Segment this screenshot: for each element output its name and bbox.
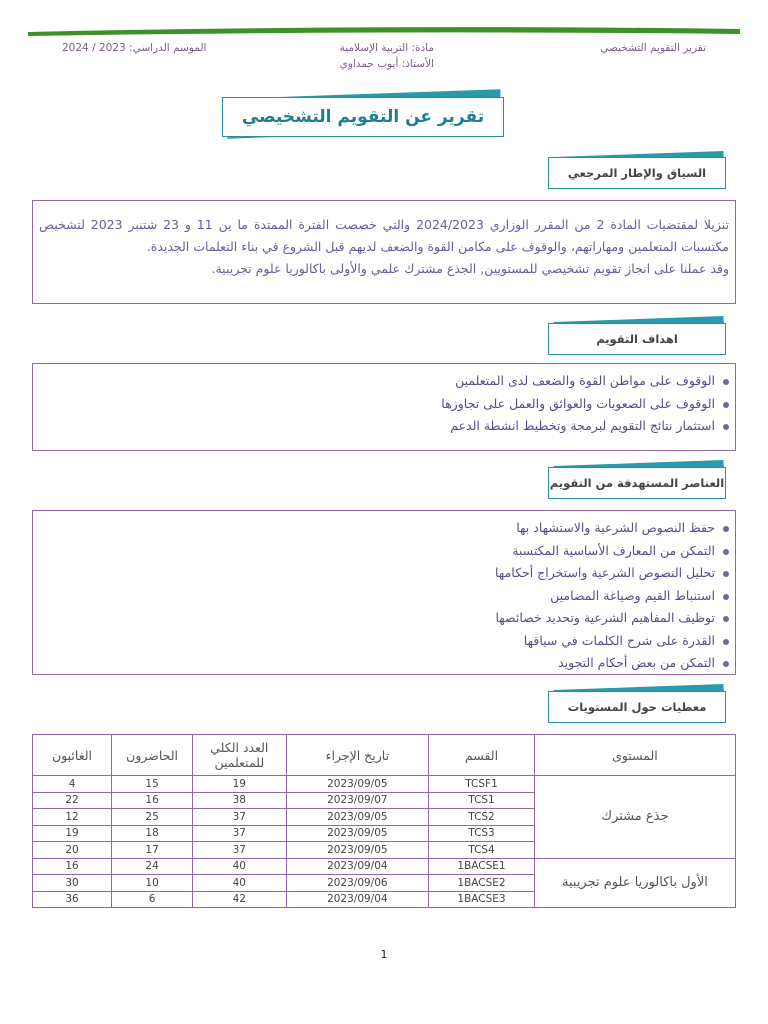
class-cell: TCS3 bbox=[429, 825, 535, 842]
table-row bbox=[33, 776, 736, 793]
header-season: الموسم الدراسي: 2023 / 2024 bbox=[62, 42, 207, 54]
list-item: استثمار نتائج التقويم لبرمجة وتخطيط انشطة الدعم bbox=[33, 415, 729, 438]
absent-cell: 30 bbox=[33, 875, 112, 892]
column-header-total: العدد الكلي للمتعلمين bbox=[193, 735, 286, 776]
total-cell: 42 bbox=[193, 891, 286, 908]
date-cell: 2023/09/05 bbox=[286, 776, 429, 793]
context-paragraph-2: وقد عملنا على انجاز تقويم تشخيصي للمستويين, الجذع مشترك علمي والأولى باكالوريا علوم تجريبية. bbox=[211, 261, 729, 276]
page-number: 1 bbox=[380, 948, 388, 961]
total-cell: 38 bbox=[193, 792, 286, 809]
total-cell: 19 bbox=[193, 776, 286, 793]
section-heading-context: السياق والإطار المرجعي bbox=[548, 157, 726, 189]
table-header-row bbox=[33, 735, 736, 776]
class-cell: TCSF1 bbox=[429, 776, 535, 793]
present-cell: 6 bbox=[112, 891, 193, 908]
context-paragraph-1: تنزيلا لمقتضيات المادة 2 من المقرر الوزاري 2024/2023 والتي خصصت الفترة الممتدة ما ين 11 و 23 شتنبر 2023 لتشخيص مكتسبات المتعلمين ومهاراتهم، والوقوف على مكامن القوة والضعف لديهم قبل الشروع في بناء التعلمات الجديدة. bbox=[39, 217, 729, 254]
column-header-absent: الغائبون bbox=[33, 735, 112, 776]
section-heading-elements: العناصر المستهدفة من التقويم bbox=[548, 467, 726, 499]
list-item: القدرة على شرح الكلمات في سياقها bbox=[33, 630, 729, 653]
column-header-date: تاريخ الإجراء bbox=[286, 735, 429, 776]
class-cell: TCS4 bbox=[429, 842, 535, 859]
class-cell: 1BACSE2 bbox=[429, 875, 535, 892]
list-item: الوقوف على الصعوبات والعوائق والعمل على تجاوزها bbox=[33, 393, 729, 416]
date-cell: 2023/09/07 bbox=[286, 792, 429, 809]
present-cell: 16 bbox=[112, 792, 193, 809]
present-cell: 10 bbox=[112, 875, 193, 892]
header-teacher: الأستاذ: أيوب حمداوي bbox=[339, 58, 434, 70]
level-name-cell: الأول باكالوريا علوم تجريبية bbox=[534, 858, 735, 908]
column-header-present: الحاضرون bbox=[112, 735, 193, 776]
list-item: حفظ النصوص الشرعية والاستشهاد بها bbox=[33, 517, 729, 540]
column-header-class: القسم bbox=[429, 735, 535, 776]
list-item: التمكن من المعارف الأساسية المكتسبة bbox=[33, 540, 729, 563]
context-box bbox=[32, 200, 736, 304]
list-item: توظيف المفاهيم الشرعية وتحديد خصائصها bbox=[33, 607, 729, 630]
present-cell: 18 bbox=[112, 825, 193, 842]
header-report-name: تقرير التقويم التشخيصي bbox=[600, 42, 706, 54]
goals-list bbox=[33, 364, 735, 438]
page-title: تقرير عن التقويم التشخيصي bbox=[222, 97, 504, 137]
total-cell: 40 bbox=[193, 858, 286, 875]
date-cell: 2023/09/04 bbox=[286, 858, 429, 875]
present-cell: 24 bbox=[112, 858, 193, 875]
present-cell: 15 bbox=[112, 776, 193, 793]
total-cell: 37 bbox=[193, 825, 286, 842]
date-cell: 2023/09/05 bbox=[286, 825, 429, 842]
class-cell: 1BACSE3 bbox=[429, 891, 535, 908]
context-text bbox=[33, 201, 735, 280]
present-cell: 17 bbox=[112, 842, 193, 859]
top-decorative-bar bbox=[28, 26, 740, 36]
absent-cell: 36 bbox=[33, 891, 112, 908]
class-cell: 1BACSE1 bbox=[429, 858, 535, 875]
date-cell: 2023/09/05 bbox=[286, 809, 429, 826]
level-name-cell: جذع مشترك bbox=[534, 776, 735, 859]
column-header-level: المستوى bbox=[534, 735, 735, 776]
absent-cell: 19 bbox=[33, 825, 112, 842]
absent-cell: 20 bbox=[33, 842, 112, 859]
absent-cell: 12 bbox=[33, 809, 112, 826]
list-item: التمكن من بعض أحكام التجويد bbox=[33, 652, 729, 675]
levels-table bbox=[32, 734, 736, 908]
list-item: تحليل النصوص الشرعية واستخراج أحكامها bbox=[33, 562, 729, 585]
absent-cell: 4 bbox=[33, 776, 112, 793]
total-cell: 37 bbox=[193, 809, 286, 826]
elements-list bbox=[33, 511, 735, 675]
total-cell: 40 bbox=[193, 875, 286, 892]
list-item: استنباط القيم وصياغة المضامين bbox=[33, 585, 729, 608]
class-cell: TCS2 bbox=[429, 809, 535, 826]
date-cell: 2023/09/06 bbox=[286, 875, 429, 892]
present-cell: 25 bbox=[112, 809, 193, 826]
absent-cell: 16 bbox=[33, 858, 112, 875]
class-cell: TCS1 bbox=[429, 792, 535, 809]
elements-box bbox=[32, 510, 736, 675]
table-row bbox=[33, 858, 736, 875]
section-heading-goals: اهداف التقويم bbox=[548, 323, 726, 355]
date-cell: 2023/09/05 bbox=[286, 842, 429, 859]
absent-cell: 22 bbox=[33, 792, 112, 809]
list-item: الوقوف على مواطن القوة والضعف لدى المتعلمين bbox=[33, 370, 729, 393]
total-cell: 37 bbox=[193, 842, 286, 859]
header-subject: مادة: التربية الإسلامية bbox=[339, 42, 434, 54]
section-heading-data: معطيات حول المستويات bbox=[548, 691, 726, 723]
date-cell: 2023/09/04 bbox=[286, 891, 429, 908]
goals-box bbox=[32, 363, 736, 451]
